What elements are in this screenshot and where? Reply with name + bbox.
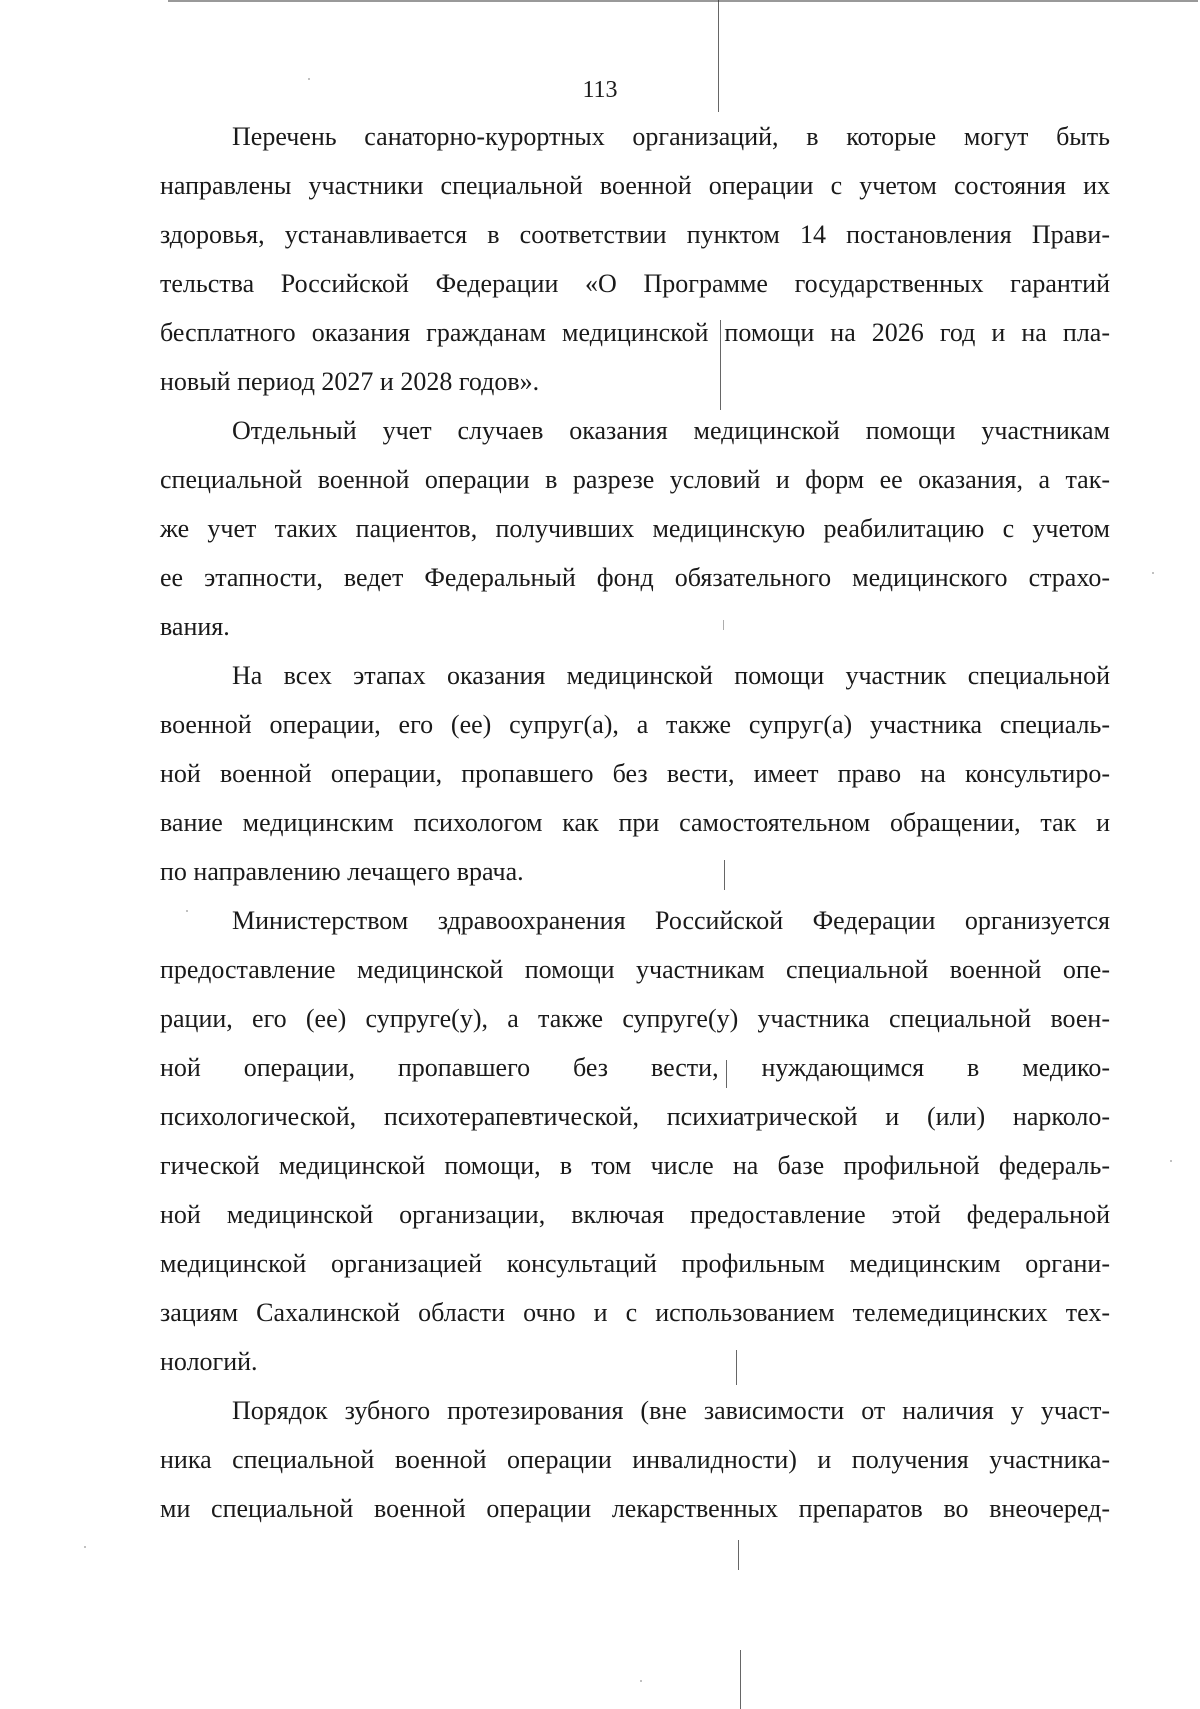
text-line: по направлению лечащего врача. — [160, 857, 524, 886]
scan-top-edge — [168, 0, 1198, 2]
paragraph-separate-accounting — [160, 406, 1110, 651]
scan-artifact-line — [740, 1650, 741, 1709]
paragraph-sanatorium-list — [160, 112, 1110, 406]
body-text — [160, 112, 1110, 1533]
scan-speck — [1152, 572, 1154, 574]
text-line: Министерством здравоохранения Российской Федерации организуется — [232, 906, 1110, 935]
page-number: 113 — [582, 77, 618, 103]
text-line: вание медицинским психологом как при самостоятельном обращении, так и — [160, 808, 1110, 837]
scan-artifact-line — [738, 1540, 739, 1570]
text-line: Порядок зубного протезирования (вне зависимости от наличия у участ- — [232, 1396, 1110, 1425]
text-line: новый период 2027 и 2028 годов». — [160, 367, 540, 396]
text-line: же учет таких пациентов, получивших медицинскую реабилитацию с учетом — [160, 514, 1110, 543]
paragraph-psychologist-consultation — [160, 651, 1110, 896]
text-line: На всех этапах оказания медицинской помощи участник специальной — [232, 661, 1110, 690]
text-line: ной военной операции, пропавшего без вести, имеет право на консультиро- — [160, 759, 1110, 788]
scan-speck — [84, 1546, 86, 1548]
text-line: ми специальной военной операции лекарственных препаратов во внеочеред- — [160, 1494, 1110, 1523]
scan-speck — [640, 1680, 642, 1682]
text-line: ной операции, пропавшего без вести, нуждающимся в медико- — [160, 1053, 1110, 1082]
text-line: бесплатного оказания гражданам медицинской помощи на 2026 год и на пла- — [160, 318, 1110, 347]
text-line: Перечень санаторно-курортных организаций, в которые могут быть — [232, 122, 1110, 151]
paragraph-ministry-care — [160, 896, 1110, 1386]
text-line: гической медицинской помощи, в том числе на базе профильной федераль- — [160, 1151, 1110, 1180]
text-line: медицинской организацией консультаций профильным медицинским органи- — [160, 1249, 1110, 1278]
paragraph-dental-prosthetics — [160, 1386, 1110, 1533]
text-line: ника специальной военной операции инвалидности) и получения участника- — [160, 1445, 1110, 1474]
text-line: нологий. — [160, 1347, 258, 1376]
text-line: ее этапности, ведет Федеральный фонд обязательного медицинского страхо- — [160, 563, 1110, 592]
text-line: тельства Российской Федерации «О Программе государственных гарантий — [160, 269, 1110, 298]
text-line: предоставление медицинской помощи участникам специальной военной опе- — [160, 955, 1110, 984]
text-line: ной медицинской организации, включая предоставление этой федеральной — [160, 1200, 1110, 1229]
text-line: здоровья, устанавливается в соответствии пунктом 14 постановления Прави- — [160, 220, 1110, 249]
text-line: психологической, психотерапевтической, психиатрической и (или) нарколо- — [160, 1102, 1110, 1131]
text-line: вания. — [160, 612, 230, 641]
scan-speck — [1170, 1160, 1172, 1162]
text-line: рации, его (ее) супруге(у), а также супруге(у) участника специальной воен- — [160, 1004, 1110, 1033]
text-line: военной операции, его (ее) супруг(а), а также супруг(а) участника специаль- — [160, 710, 1110, 739]
text-line: направлены участники специальной военной операции с учетом состояния их — [160, 171, 1110, 200]
text-line: специальной военной операции в разрезе условий и форм ее оказания, а так- — [160, 465, 1110, 494]
text-line: Отдельный учет случаев оказания медицинской помощи участникам — [232, 416, 1110, 445]
text-line: зациям Сахалинской области очно и с использованием телемедицинских тех- — [160, 1298, 1110, 1327]
